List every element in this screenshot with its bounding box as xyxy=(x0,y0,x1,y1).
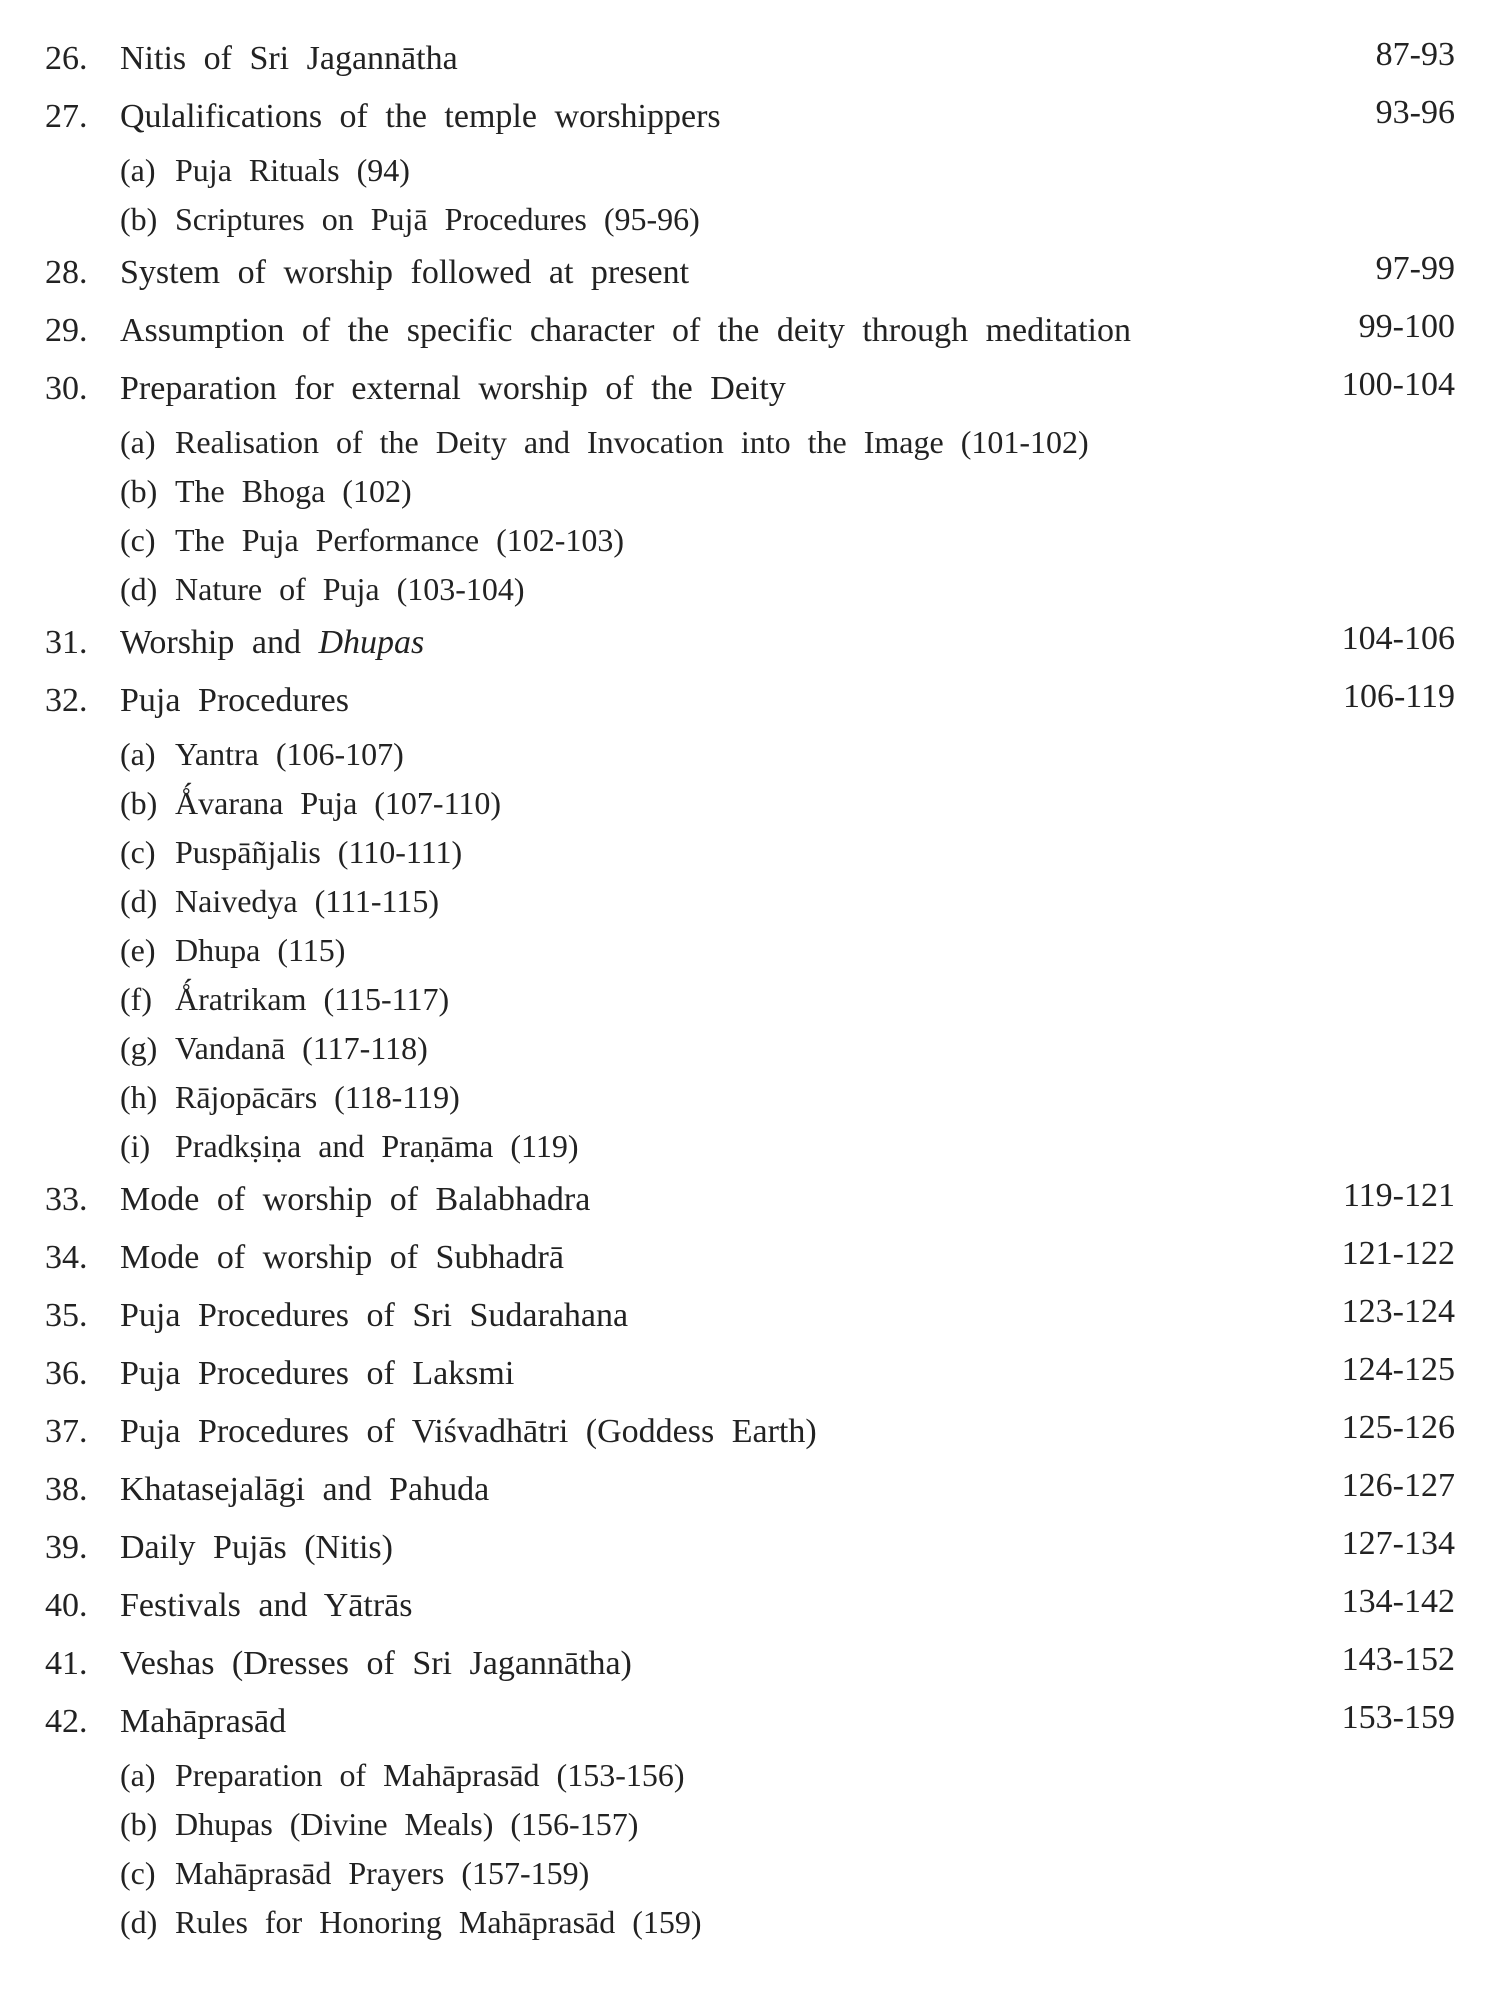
toc-subentry xyxy=(45,926,1455,975)
entry-number: 35. xyxy=(45,1297,88,1334)
toc-subentry xyxy=(45,730,1455,779)
toc-subentry xyxy=(45,565,1455,614)
entry-title xyxy=(120,1229,564,1287)
toc-subentry xyxy=(45,975,1455,1024)
subentry-text: Naivedya (111-115) xyxy=(175,883,440,919)
entry-title xyxy=(120,1461,489,1519)
entry-title-text: Worship and xyxy=(120,624,301,661)
subentry-text: Mahāprasād Prayers (157-159) xyxy=(175,1855,590,1891)
entry-number: 38. xyxy=(45,1471,88,1508)
entry-number: 28. xyxy=(45,254,88,291)
entry-pages: 126-127 xyxy=(1341,1467,1455,1504)
entry-title xyxy=(120,244,689,302)
entry-title xyxy=(120,672,349,730)
subentry-text: Scriptures on Pujā Procedures (95-96) xyxy=(175,201,700,237)
entry-title xyxy=(120,1345,514,1403)
entry-number: 26. xyxy=(45,40,88,77)
entry-number: 33. xyxy=(45,1181,88,1218)
entry-number: 36. xyxy=(45,1355,88,1392)
toc-entry xyxy=(45,1403,1455,1461)
subentry-letter: (d) xyxy=(120,571,158,607)
toc-entry xyxy=(45,1287,1455,1345)
toc-subentry xyxy=(45,877,1455,926)
entry-pages: 134-142 xyxy=(1341,1583,1455,1620)
entry-title-text: Mode of worship of Balabhadra xyxy=(120,1181,591,1218)
entry-title-text: System of worship followed at present xyxy=(120,254,690,291)
subentry-letter: (a) xyxy=(120,152,156,188)
entry-title-text: Preparation for external worship of the Deity xyxy=(120,370,786,407)
subentry-letter: (h) xyxy=(120,1079,158,1115)
entry-number: 29. xyxy=(45,312,88,349)
toc-entry xyxy=(45,614,1455,672)
toc-subentry xyxy=(45,1849,1455,1898)
entry-number: 41. xyxy=(45,1645,88,1682)
entry-title xyxy=(120,1693,286,1751)
subentry-text: Preparation of Mahāprasād (153-156) xyxy=(175,1757,685,1793)
subentry-text: Vandanā (117-118) xyxy=(175,1030,428,1066)
entry-pages: 100-104 xyxy=(1341,366,1455,403)
toc-subentry xyxy=(45,195,1455,244)
entry-title-text: Puja Procedures xyxy=(120,682,350,719)
subentry-letter: (e) xyxy=(120,932,156,968)
entry-title xyxy=(120,614,424,672)
toc-entry xyxy=(45,30,1455,88)
entry-title-text: Puja Procedures of Laksmi xyxy=(120,1355,515,1392)
toc-subentry xyxy=(45,467,1455,516)
entry-title-text: Puja Procedures of Sri Sudarahana xyxy=(120,1297,629,1334)
toc-entry xyxy=(45,1461,1455,1519)
entry-title-text: Mahāprasād xyxy=(120,1703,287,1740)
toc-subentry xyxy=(45,1073,1455,1122)
entry-number: 37. xyxy=(45,1413,88,1450)
subentry-text: The Bhoga (102) xyxy=(175,473,412,509)
subentry-letter: (a) xyxy=(120,424,156,460)
table-of-contents xyxy=(45,30,1455,1947)
entry-number: 27. xyxy=(45,98,88,135)
entry-pages: 93-96 xyxy=(1375,94,1455,131)
subentry-letter: (b) xyxy=(120,1806,158,1842)
subentry-text: Yantra (106-107) xyxy=(175,736,404,772)
entry-title xyxy=(120,360,786,418)
toc-entry xyxy=(45,302,1455,360)
subentry-text: Dhupas (Divine Meals) (156-157) xyxy=(175,1806,639,1842)
subentry-letter: (c) xyxy=(120,522,156,558)
subentry-letter: (i) xyxy=(120,1128,151,1164)
subentry-text: Ǻratrikam (115-117) xyxy=(175,981,450,1017)
toc-entry xyxy=(45,88,1455,146)
entry-number: 31. xyxy=(45,624,88,661)
entry-title-text: Mode of worship of Subhadrā xyxy=(120,1239,564,1276)
entry-pages: 124-125 xyxy=(1341,1351,1455,1388)
entry-pages: 104-106 xyxy=(1341,620,1455,657)
entry-pages: 87-93 xyxy=(1375,36,1455,73)
toc-subentry xyxy=(45,1800,1455,1849)
entry-number: 34. xyxy=(45,1239,88,1276)
toc-subentry xyxy=(45,828,1455,877)
entry-pages: 125-126 xyxy=(1341,1409,1455,1446)
subentry-letter: (a) xyxy=(120,1757,156,1793)
toc-entry xyxy=(45,1519,1455,1577)
entry-title xyxy=(120,1635,632,1693)
entry-pages: 143-152 xyxy=(1341,1641,1455,1678)
toc-subentry xyxy=(45,1751,1455,1800)
subentry-letter: (b) xyxy=(120,473,158,509)
subentry-text: Puja Rituals (94) xyxy=(175,152,410,188)
entry-title-text: Assumption of the specific character of the deity through meditation xyxy=(120,312,1132,349)
entry-number: 42. xyxy=(45,1703,88,1740)
entry-pages: 123-124 xyxy=(1341,1293,1455,1330)
toc-entry xyxy=(45,360,1455,418)
toc-entry xyxy=(45,1693,1455,1751)
entry-title xyxy=(120,302,1131,360)
entry-number: 40. xyxy=(45,1587,88,1624)
entry-pages: 153-159 xyxy=(1341,1699,1455,1736)
subentry-text: Pradkṣiṇa and Praṇāma (119) xyxy=(175,1128,579,1164)
entry-pages: 119-121 xyxy=(1342,1177,1455,1214)
toc-subentry xyxy=(45,516,1455,565)
entry-title-text: Nitis of Sri Jagannātha xyxy=(120,40,458,77)
subentry-text: Rājopācārs (118-119) xyxy=(175,1079,460,1115)
entry-title xyxy=(120,1403,817,1461)
entry-title-text: Daily Pujās (Nitis) xyxy=(120,1529,393,1566)
toc-subentry xyxy=(45,1898,1455,1947)
entry-pages: 97-99 xyxy=(1375,250,1455,287)
toc-entry xyxy=(45,672,1455,730)
subentry-letter: (f) xyxy=(120,981,152,1017)
subentry-letter: (b) xyxy=(120,201,158,237)
toc-subentry xyxy=(45,1024,1455,1073)
entry-title-text: Festivals and Yātrās xyxy=(120,1587,413,1624)
subentry-letter: (d) xyxy=(120,883,158,919)
subentry-text: Ǻvarana Puja (107-110) xyxy=(175,785,502,821)
entry-title xyxy=(120,1171,590,1229)
entry-title-italic: Dhupas xyxy=(318,624,425,661)
subentry-letter: (d) xyxy=(120,1904,158,1940)
subentry-text: The Puja Performance (102-103) xyxy=(175,522,625,558)
subentry-letter: (b) xyxy=(120,785,158,821)
entry-number: 30. xyxy=(45,370,88,407)
subentry-letter: (c) xyxy=(120,834,156,870)
toc-entry xyxy=(45,1635,1455,1693)
entry-title xyxy=(120,88,721,146)
entry-title-text: Puja Procedures of Viśvadhātri (Goddess Earth) xyxy=(120,1413,817,1450)
entry-pages: 127-134 xyxy=(1341,1525,1455,1562)
toc-entry xyxy=(45,1229,1455,1287)
entry-number: 39. xyxy=(45,1529,88,1566)
toc-subentry xyxy=(45,146,1455,195)
subentry-text: Rules for Honoring Mahāprasād (159) xyxy=(175,1904,702,1940)
subentry-text: Puspāñjalis (110-111) xyxy=(175,834,463,870)
entry-title xyxy=(120,30,458,88)
toc-subentry xyxy=(45,418,1455,467)
toc-subentry xyxy=(45,779,1455,828)
entry-pages: 99-100 xyxy=(1358,308,1455,345)
subentry-letter: (a) xyxy=(120,736,156,772)
entry-title-text: Khatasejalāgi and Pahuda xyxy=(120,1471,490,1508)
entry-pages: 106-119 xyxy=(1342,678,1455,715)
subentry-text: Nature of Puja (103-104) xyxy=(175,571,525,607)
subentry-text: Dhupa (115) xyxy=(175,932,346,968)
subentry-text: Realisation of the Deity and Invocation into the Image (101-102) xyxy=(175,424,1089,460)
toc-entry xyxy=(45,1345,1455,1403)
entry-title xyxy=(120,1287,628,1345)
subentry-letter: (c) xyxy=(120,1855,156,1891)
entry-pages: 121-122 xyxy=(1341,1235,1455,1272)
entry-title-text: Veshas (Dresses of Sri Jagannātha) xyxy=(120,1645,632,1682)
toc-entry xyxy=(45,244,1455,302)
toc-subentry xyxy=(45,1122,1455,1171)
entry-title-text: Qulalifications of the temple worshippers xyxy=(120,98,721,135)
toc-entry xyxy=(45,1577,1455,1635)
entry-title xyxy=(120,1577,412,1635)
entry-number: 32. xyxy=(45,682,88,719)
toc-entry xyxy=(45,1171,1455,1229)
entry-title xyxy=(120,1519,393,1577)
subentry-letter: (g) xyxy=(120,1030,158,1066)
